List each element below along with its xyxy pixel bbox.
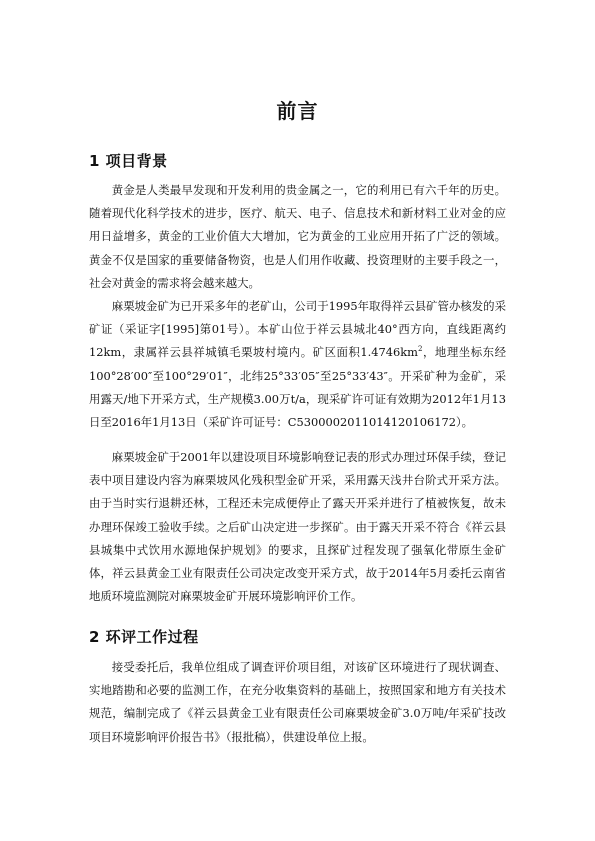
paragraph: 黄金是人类最早发现和开发利用的贵金属之一，它的利用已有六千年的历史。随着现代化科学技术的进步，医疗、航天、电子、信息技术和新材料工业对金的应用日益增多，黄金的工业价值大大增加，它为黄金的工业应用开拓了广泛的领域。黄金不仅是国家的重要储备物资，也是人们用作收藏、投资理财的主要手段之一，社会对黄金的需求将会越来越大。 — [89, 183, 506, 290]
superscript: 2 — [417, 345, 423, 354]
paragraph — [89, 295, 506, 434]
paragraph: 接受委托后，我单位组成了调查评价项目组，对该矿区环境进行了现状调查、实地踏勘和必要的监测工作，在充分收集资料的基础上，按照国家和地方有关技术规范，编制完成了《祥云县黄金工业有限责任公司麻栗坡金矿3.0万吨/年采矿技改项目环境影响评价报告书》（报批稿），供建设单位上报。 — [89, 660, 506, 744]
paragraph-text: 麻栗坡金矿为已开采多年的老矿山，公司于1995年取得祥云县矿管办核发的采矿证（采证字[1995]第01号）。本矿山位于祥云县城北40°西方向，直线距离约12km，隶属祥云县祥城镇毛栗坡村境内。矿区面积1.4746km — [89, 299, 506, 360]
section-heading-project-background: 1 项目背景 — [89, 152, 168, 170]
section-heading-eia-process: 2 环评工作过程 — [89, 628, 199, 646]
paragraph: 麻栗坡金矿于2001年以建设项目环境影响登记表的形式办理过环保手续，登记表中项目建设内容为麻栗坡风化残积型金矿开采，采用露天浅井台阶式开采方法。由于当时实行退耕还林，工程还未完成便停止了露天开采并进行了植被恢复，故未办理环保竣工验收手续。之后矿山决定进一步探矿。由于露天开采不符合《祥云县县城集中式饮用水源地保护规划》的要求，且探矿过程发现了强氧化带原生金矿体，祥云县黄金工业有限责任公司决定改变开采方式，故于2014年5月委托云南省地质环境监测院对麻栗坡金矿开展环境影响评价工作。 — [89, 450, 506, 604]
page-title: 前言 — [276, 99, 319, 123]
paragraph-text: ，地理坐标东经100°28′00″至100°29′01″，北纬25°33′05″至25°33′43″。开采矿种为金矿，采用露天/地下开采方式，生产规模3.00万t/a，现采矿许可证有效期为2012年1月13日至2016年1月13日（采矿许可证号：C5300002011014120106172）。 — [89, 345, 506, 430]
